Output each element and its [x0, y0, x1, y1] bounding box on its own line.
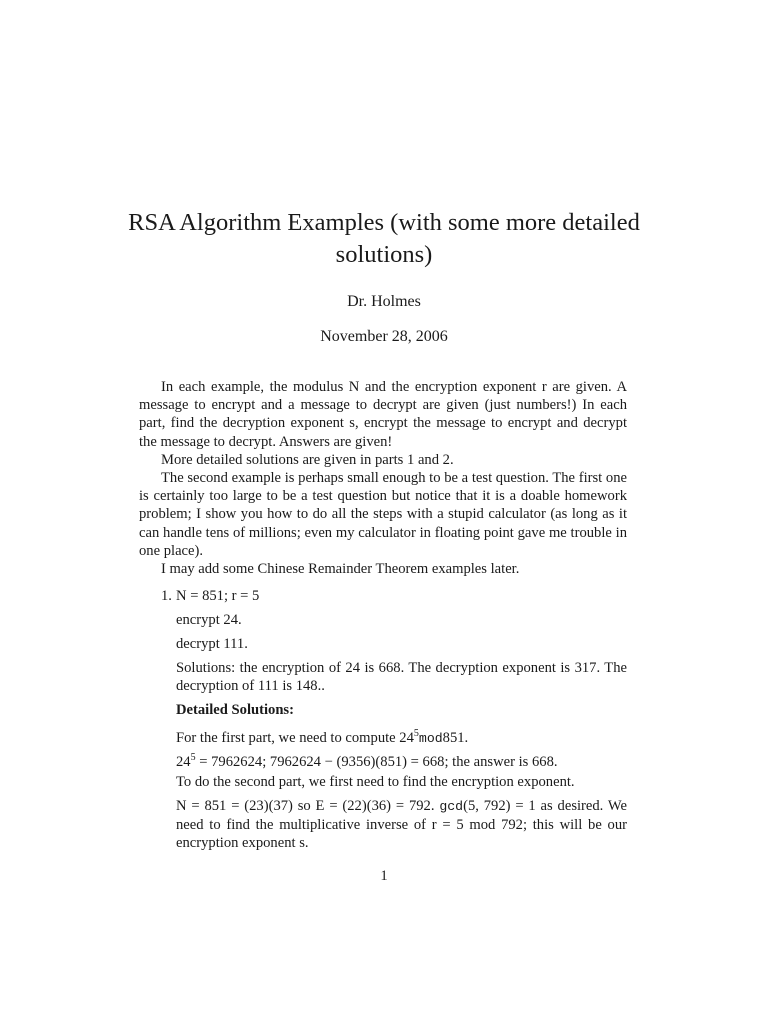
- list-item: [176, 725, 627, 748]
- encrypt-line: encrypt 24.: [176, 612, 242, 628]
- list-item: [176, 773, 627, 791]
- list-number: 1.: [161, 588, 172, 604]
- intro-paragraph: I may add some Chinese Remainder Theorem examples later.: [161, 561, 520, 578]
- document-title: RSA Algorithm Examples (with some more detailed solutions): [128, 209, 640, 268]
- decrypt-line: decrypt 111.: [176, 636, 248, 652]
- calc-rest: = 7962624; 7962624 − (9356)(851) = 668; the answer is 668.: [195, 753, 558, 770]
- list-item: [176, 701, 627, 719]
- mod-operator: mod: [418, 730, 443, 746]
- list-item: [176, 749, 627, 771]
- intro-paragraph: The second example is perhaps small enough to be a test question. The first one is certainly too large to be a test question but notice that it is a doable homework problem; I show you how to do all the steps with a stupid calculator (as long as it can handle tens of millions; even my calculator in floating point gave me trouble in one place).: [139, 470, 627, 559]
- first-part-text: [176, 725, 627, 748]
- intro-paragraph: In each example, the modulus N and the encryption exponent r are given. A message to encrypt and a message to decrypt are given (just numbers!) In each part, find the decryption exponent s, encrypt the message to encrypt and decrypt the message to decrypt. Answers are given!: [139, 379, 627, 450]
- list-item: [176, 611, 627, 629]
- exponent: 5: [190, 752, 196, 763]
- calculation-line: [176, 749, 627, 771]
- page-number: 1: [380, 868, 388, 884]
- first-part-suffix: 851.: [442, 729, 469, 746]
- exponent: 5: [413, 728, 419, 739]
- calc-base: 24: [176, 753, 191, 770]
- solutions-text: Solutions: the encryption of 24 is 668. The decryption exponent is 317. The decryption of 111 is 148..: [176, 660, 627, 695]
- example-parameters: N = 851; r = 5: [176, 588, 260, 604]
- list-item: [176, 587, 627, 605]
- gcd-function: gcd: [439, 799, 464, 814]
- date: November 28, 2006: [320, 328, 448, 345]
- detailed-solutions-heading: Detailed Solutions:: [176, 702, 294, 718]
- author: Dr. Holmes: [347, 293, 421, 310]
- modulus-text: [176, 797, 627, 853]
- list-item: [176, 659, 627, 695]
- modulus-prefix: N = 851 = (23)(37) so E = (22)(36) = 792.: [176, 798, 440, 814]
- modulus-suffix: (5, 792) = 1 as desired. We need to find the multiplicative inverse of r = 5 mod 792; this will be our encryption exponent s.: [176, 798, 627, 852]
- intro-paragraph: More detailed solutions are given in parts 1 and 2.: [161, 451, 454, 468]
- second-part-text: To do the second part, we first need to find the encryption exponent.: [176, 774, 575, 790]
- first-part-prefix: For the first part, we need to compute 24: [176, 729, 414, 746]
- list-item: [176, 635, 627, 653]
- list-item: [176, 797, 627, 853]
- intro-section: [139, 378, 627, 578]
